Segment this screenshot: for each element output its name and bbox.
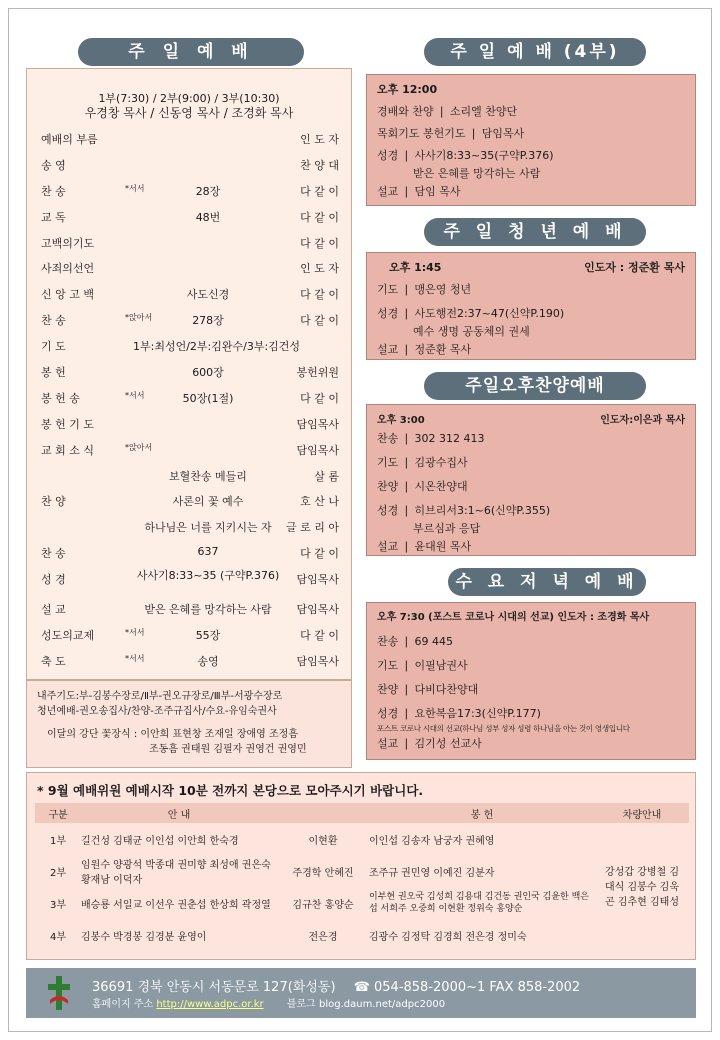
committee-title: * 9월 예배위원 예배시작 10분 전까지 본당으로 모아주시기 바랍니다. (37, 783, 424, 798)
praise-head (377, 411, 685, 426)
order-item-leader: 다 같 이 (300, 210, 339, 224)
order-item-content: 278장 (192, 314, 224, 328)
order-item-name: 예배의 부름 (41, 133, 98, 146)
order-row (27, 468, 351, 494)
sunday-service-box (26, 68, 352, 680)
row-part: 2부 (49, 867, 67, 879)
order-row (27, 390, 351, 416)
order-item-leader: 담임목사 (296, 654, 339, 668)
wednesday-header: 수 요 저 녁 예 배 (448, 568, 646, 596)
service-ministers: 우경창 목사 / 신동영 목사 / 조경화 목사 (84, 106, 294, 120)
order-row (27, 260, 351, 286)
committee-header-row (35, 803, 689, 823)
row-part: 1부 (49, 835, 67, 847)
order-item-content: 55장 (195, 629, 221, 643)
order-item-name: 고백의기도 (41, 236, 95, 250)
order-item-note: *서서 (125, 653, 145, 663)
order-item-name: 기 도 (41, 340, 66, 354)
order-row (27, 209, 351, 235)
order-item-content: 받은 은혜를 망각하는 사람 (144, 603, 272, 617)
order-item-leader: 다 같 이 (300, 391, 339, 405)
praise-line2: 기도 ❘ 김광수집사 (377, 456, 468, 469)
order-item-leader: 다 같 이 (300, 236, 339, 250)
order-row (27, 571, 351, 601)
order-item-content: 28장 (195, 184, 221, 198)
order-item-content: 50장(1절) (182, 391, 234, 405)
committee-table (35, 803, 689, 951)
praise-line3: 찬양 ❘ 시온찬양대 (377, 480, 468, 493)
praise-leader: 인도자:이은과 목사 (600, 415, 685, 426)
service4-line1: 경배와 찬양 ❘ 소리엘 찬양단 (377, 105, 518, 118)
wednesday-line4: 성경 ❘ 요한복음17:3(신약P.177) (377, 707, 541, 720)
wednesday-box (366, 602, 696, 760)
order-item-name: 사죄의선언 (41, 262, 95, 276)
order-item-name: 축 도 (41, 654, 66, 668)
sunday-service-header: 주 일 예 배 (78, 38, 304, 66)
order-row (27, 312, 351, 338)
youth-time: 오후 1:45 (389, 261, 442, 274)
praise-line6: 설교 ❘ 윤대원 목사 (377, 540, 472, 553)
address: 36691 경북 안동시 서동문로 127(화성동) (92, 980, 336, 995)
prayer-notes (26, 680, 352, 768)
row-offer1: 이현환 (308, 835, 338, 847)
order-row (27, 157, 351, 183)
service4-line3: 성경 ❘ 사사기8:33~35(구약P.376) (377, 149, 554, 162)
order-item-leader: 찬 양 대 (300, 158, 339, 172)
order-row (27, 653, 351, 679)
row-offer2: 이인섭 김송자 남궁자 권혜영 (369, 835, 495, 847)
youth-line3: 예수 생명 공동체의 권세 (413, 325, 530, 338)
row-offer1: 전은경 (308, 931, 338, 943)
order-item-note: *앉아서 (125, 313, 153, 323)
youth-line2: 성경 ❘ 사도행전2:37~47(신약P.190) (377, 307, 565, 320)
row-guide: 길건성 김태균 이인섭 이안희 한숙경 (81, 835, 239, 847)
order-item-content: 하나님은 너를 지키시는 자 (144, 521, 272, 535)
service4-line2: 목회기도 봉헌기도 ❘ 담임목사 (377, 127, 525, 140)
praise-header: 주일오후찬양예배 (424, 372, 646, 400)
order-item-name: 찬 송 (41, 314, 66, 328)
youth-box (366, 252, 696, 360)
order-row (27, 235, 351, 261)
order-item-leader: 인 도 자 (300, 133, 339, 146)
order-item-name: 찬 양 (41, 495, 66, 509)
order-item-leader: 담임목사 (296, 443, 339, 457)
prayer-note-1: 내주기도:부-김봉수장로/Ⅱ부-권오규장로/Ⅲ부-서광수장로 (37, 691, 283, 702)
flowers-note-1: 이달의 강단 꽃장식 : 이안희 표현창 조재일 장애영 조정흠 (47, 729, 298, 740)
service-times: 1부(7:30) / 2부(9:00) / 3부(10:30) (98, 92, 280, 105)
homepage-label: 홈페이지 주소 (92, 999, 154, 1010)
table-row (35, 855, 689, 887)
order-item-name: 설 교 (41, 603, 66, 617)
praise-box (366, 404, 696, 556)
wednesday-line3: 찬양 ❘ 다비다찬양대 (377, 683, 479, 696)
order-row (27, 286, 351, 312)
order-row (27, 545, 351, 571)
flowers-note-2: 조동흠 권태원 김필자 권영건 권영민 (149, 744, 307, 755)
order-row (27, 601, 351, 627)
order-item-leader: 호 산 나 (300, 495, 339, 509)
order-item-name: 성 경 (41, 573, 66, 587)
order-item-leader: 다 같 이 (300, 184, 339, 198)
vehicle-cell: 강성갑 강병철 김대식 김봉수 김욱곤 김추현 김태성 (605, 866, 679, 908)
header-guide: 안 내 (81, 803, 277, 823)
order-item-note: *서서 (125, 628, 145, 638)
row-offer1: 주경학 안혜진 (292, 867, 354, 879)
row-offer2: 이부현 권오국 김성희 김용대 김건동 권인국 김윤한 백은섭 서희주 오중희 이현환 정위숙 홍양순 (369, 892, 589, 914)
order-item-name: 성도의교제 (41, 629, 95, 643)
church-cross-icon (46, 974, 72, 1012)
order-item-leader: 담임목사 (296, 417, 339, 431)
service4-line5: 설교 ❘ 담임 목사 (377, 185, 461, 198)
order-item-name: 봉 헌 기 도 (41, 417, 94, 431)
order-item-note: *앉아서 (125, 442, 153, 452)
header-vehicle: 차량안내 (595, 803, 689, 823)
order-row (27, 493, 351, 519)
row-guide: 김봉수 박경봉 김경분 윤영이 (81, 931, 207, 943)
header-blank (277, 803, 369, 823)
service4-header: 주 일 예 배 (4부) (424, 38, 646, 66)
order-item-name: 신 앙 고 백 (41, 288, 94, 302)
order-item-content: 송영 (197, 654, 219, 668)
order-item-name: 봉 헌 (41, 366, 66, 380)
order-item-leader: 다 같 이 (300, 314, 339, 328)
order-item-leader: 담임목사 (296, 603, 339, 617)
order-item-leader: 봉헌위원 (296, 366, 339, 380)
youth-line4: 설교 ❘ 정준환 목사 (377, 343, 472, 356)
youth-line1: 기도 ❘ 맹은영 청년 (377, 283, 472, 296)
order-item-leader: 다 같 이 (300, 288, 339, 302)
youth-leader: 인도자 : 정준환 목사 (584, 261, 685, 274)
prayer-note-2: 청년예배-권오송집사/찬양-조주규집사/수요-유임숙권사 (37, 706, 277, 717)
phone: ☎ 054-858-2000~1 FAX 858-2002 (353, 980, 581, 995)
youth-head (377, 259, 685, 275)
committee-box (26, 772, 696, 960)
service4-box (366, 74, 696, 206)
order-item-note: *서서 (125, 390, 145, 400)
table-row (35, 823, 689, 855)
header-part: 구분 (35, 803, 81, 823)
order-row (27, 183, 351, 209)
youth-header: 주 일 청 년 예 배 (424, 218, 646, 246)
order-item-leader: 담임목사 (296, 573, 339, 587)
order-item-name: 송 영 (41, 158, 66, 172)
footer-line2 (92, 995, 445, 1010)
order-row (27, 364, 351, 390)
order-item-leader: 글 로 리 아 (286, 521, 339, 535)
wednesday-time: 오후 7:30 (포스트 코로나 시대의 선교) 인도자 : 조경화 목사 (377, 612, 650, 623)
order-row (27, 131, 351, 157)
order-item-note: *서서 (125, 183, 145, 193)
order-row (27, 627, 351, 653)
order-item-content: 보혈찬송 메들리 (169, 469, 247, 483)
footer (26, 968, 696, 1018)
row-offer1: 김규찬 홍양순 (292, 899, 354, 911)
praise-line1: 찬송 ❘ 302 312 413 (377, 432, 485, 445)
wednesday-line6: 설교 ❘ 김기성 선교사 (377, 737, 482, 750)
header-offering: 봉 헌 (369, 803, 595, 823)
order-item-name: 교 독 (41, 210, 66, 224)
wednesday-line1: 찬송 ❘ 69 445 (377, 635, 453, 648)
table-row (35, 919, 689, 951)
table-row (35, 887, 689, 919)
order-of-worship (27, 131, 351, 679)
row-guide: 배승룡 서일교 이선우 권춘섭 한상희 곽정열 (81, 899, 271, 911)
order-item-content: 637 (197, 545, 219, 559)
order-item-name: 교 회 소 식 (41, 443, 94, 457)
wednesday-line2: 기도 ❘ 이필남권사 (377, 659, 468, 672)
order-item-content: 1부:최성언/2부:김완수/3부:김건성 (133, 340, 301, 354)
order-row (27, 442, 351, 468)
row-guide: 임원수 양광석 박종대 권미향 최성애 권은숙 황재남 이덕자 (81, 860, 271, 886)
order-item-content: 600장 (192, 366, 224, 380)
praise-line4: 성경 ❘ 히브리서3:1~6(신약P.355) (377, 504, 551, 517)
order-item-leader: 다 같 이 (300, 629, 339, 643)
order-item-content: 48번 (195, 210, 221, 224)
order-row (27, 338, 351, 364)
order-row (27, 519, 351, 545)
order-item-leader: 다 같 이 (300, 547, 339, 561)
order-item-name: 찬 송 (41, 547, 66, 561)
order-item-leader: 인 도 자 (300, 262, 339, 276)
row-part: 4부 (49, 931, 67, 943)
service4-line4: 받은 은혜를 망각하는 사람 (413, 167, 541, 180)
order-row (27, 416, 351, 442)
row-offer2: 김광수 김정탁 김경희 전은경 정미숙 (369, 931, 527, 943)
service4-time: 오후 12:00 (377, 83, 438, 96)
order-item-name: 봉 헌 송 (41, 391, 80, 405)
blog-link[interactable]: 블로그 blog.daum.net/adpc2000 (286, 999, 446, 1010)
order-item-name: 찬 송 (41, 184, 66, 198)
order-item-leader: 살 롬 (314, 469, 339, 483)
order-item-content: 사론의 꽃 예수 (172, 495, 244, 509)
row-offer2: 조주규 권민영 이예진 김분자 (369, 867, 495, 879)
order-item-content: 사사기8:33~35 (구약P.376) (136, 569, 280, 583)
wednesday-line5: 포스트 코로나 시대의 선교(하나님 성부 성자 성령 하나님을 아는 것이 영생입니다 (377, 724, 630, 733)
row-part: 3부 (49, 899, 67, 911)
praise-line5: 부르심과 응답 (413, 522, 481, 535)
footer-line1 (92, 976, 580, 995)
order-item-content: 사도신경 (186, 288, 230, 302)
praise-time: 오후 3:00 (377, 415, 425, 426)
homepage-link[interactable]: http://www.adpc.or.kr (156, 999, 264, 1010)
